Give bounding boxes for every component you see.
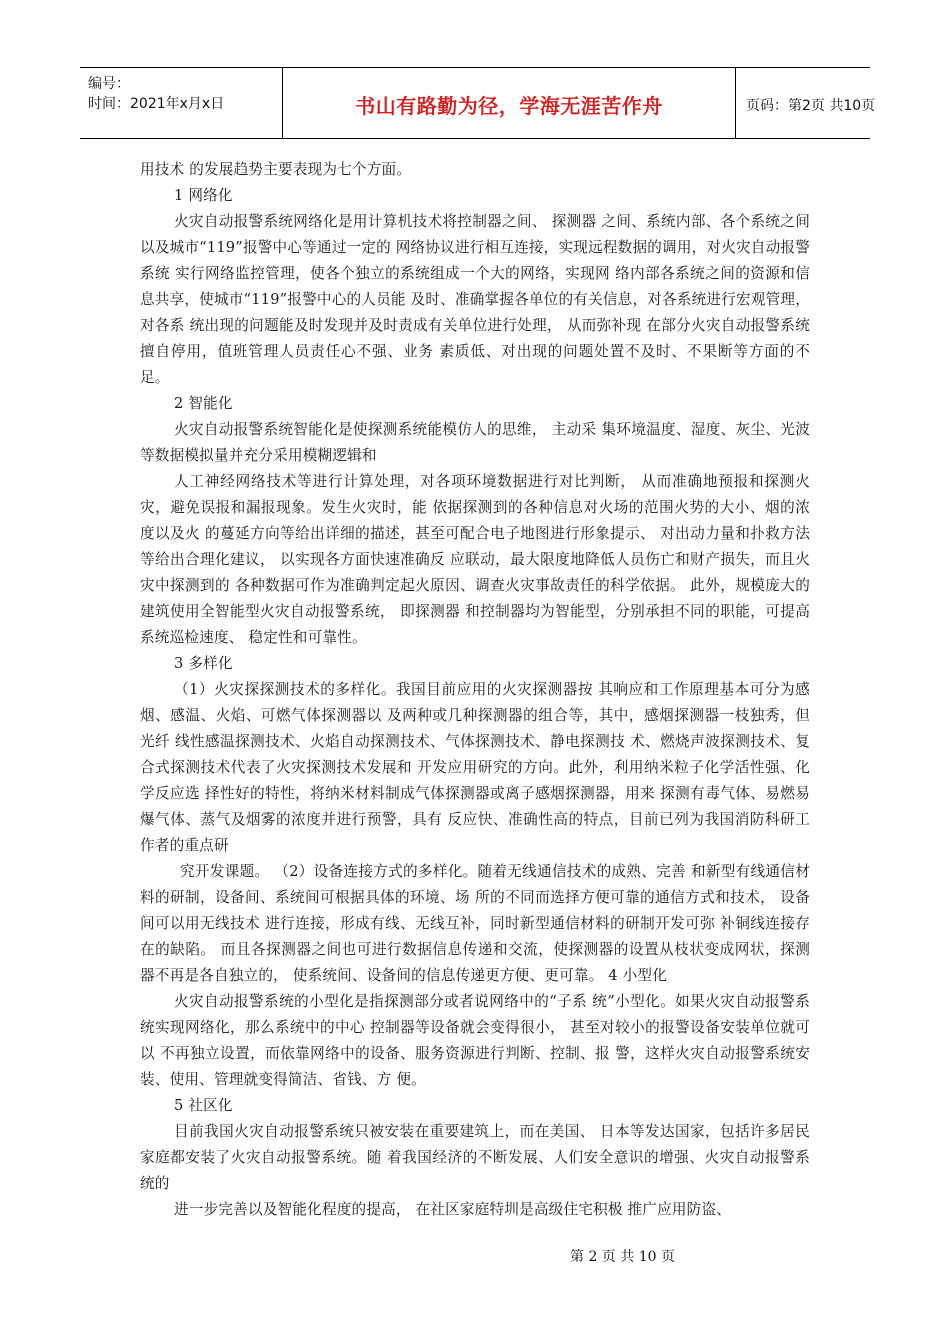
date-label: 时间：2021年x月x日: [88, 96, 225, 112]
section-heading-networking: 1 网络化: [174, 187, 233, 204]
motto-text: 书山有路勤为径，学海无涯苦作舟: [355, 94, 663, 118]
paragraph-diversified-2: 究开发课题。 （2）设备连接方式的多样化。随着无线通信技术的成熟、完善 和新型有线通信材料的研制，设备间、系统间可根据具体的环境、场 所的不同而选择方便可靠的通信方式和技术， 设备间可以用无线技术 进行连接，形成有线、无线互补，同时新型通信材料的研制开发可弥 补铜线连接存在的缺陷。 而且各探测器之间也可进行数据信息传递和交流，使探测器的设置从枝状变成网状，探测器不再是各自独立的， 使系统间、设备间的信息传递更方便、更可靠。 4 小型化: [140, 863, 810, 984]
document-body: [140, 157, 810, 1223]
section-heading-intelligent: 2 智能化: [174, 395, 233, 412]
paragraph-community-2: 进一步完善以及智能化程度的提高， 在社区家庭特圳是高级住宅积极 推广应用防盗、: [174, 1201, 732, 1218]
paragraph-intelligent-1: 火灾自动报警系统智能化是使探测系统能模仿人的思维， 主动采 集环境温度、湿度、灰尘、光波等数据模拟量并充分采用模糊逻辑和: [140, 421, 810, 464]
paragraph-intro: 用技术 的发展趋势主要表现为七个方面。: [140, 161, 412, 178]
header-table: [80, 67, 876, 139]
paragraph-intelligent-2: 人工神经网络技术等进行计算处理，对各项环境数据进行对比判断， 从而准确地预报和探测火灾，避免误报和漏报现象。发生火灾时，能 依据探测到的各种信息对火场的范围火势的大小、烟的浓度以及火 的蔓延方向等给出详细的描述，甚至可配合电子地图进行形象提示、 对出动力量和扑救方法等给出合理化建议， 以实现各方面快速准确反 应联动，最大限度地降低人员伤亡和财产损失，而且火灾中探测到的 各种数据可作为准确判定起火原因、调查火灾事故责任的科学依据。 此外，规模庞大的建筑使用全智能型火灾自动报警系统， 即探测器 和控制器均为智能型，分别承担不同的职能，可提高系统巡检速度、 稳定性和可靠性。: [140, 473, 810, 646]
section-heading-community: 5 社区化: [174, 1097, 233, 1114]
page-footer: 第 2 页 共 10 页: [570, 1249, 675, 1265]
section-heading-diversified: 3 多样化: [174, 655, 233, 672]
header-meta-cell: [80, 68, 283, 138]
serial-label: 编号：: [88, 76, 130, 92]
paragraph-miniaturized: 火灾自动报警系统的小型化是指探测部分或者说网络中的“子系 统”小型化。如果火灾自动报警系统实现网络化，那么系统中的中心 控制器等设备就会变得很小， 甚至对较小的报警设备安装单位就可以 不再独立设置，而依靠网络中的设备、服务资源进行判断、控制、报 警，这样火灾自动报警系统安装、使用、管理就变得简洁、省钱、方 便。: [140, 993, 810, 1088]
page-code: 页码：第2页 共10页: [746, 98, 876, 114]
paragraph-diversified-1: （1）火灾探探测技术的多样化。我国目前应用的火灾探测器按 其响应和工作原理基本可分为感烟、感温、火焰、可燃气体探测器以 及两种或几种探测器的组合等，其中，感烟探测器一枝独秀，但光纤 线性感温探测技术、火焰自动探测技术、气体探测技术、静电探测技 术、燃烧声波探测技术、复合式探测技术代表了火灾探测技术发展和 开发应用研究的方向。此外，利用纳米粒子化学活性强、化学反应选 择性好的特性，将纳米材料制成气体探测器或离子感烟探测器，用来 探测有毒气体、易燃易爆气体、蒸气及烟雾的浓度并进行预警，具有 反应快、准确性高的特点，目前已列为我国消防科研工作者的重点研: [140, 681, 810, 854]
header-motto-cell: [283, 68, 736, 138]
header-page-cell: [736, 68, 876, 138]
paragraph-networking: 火灾自动报警系统网络化是用计算机技术将控制器之间、 探测器 之间、系统内部、各个系统之间以及城市“119”报警中心等通过一定的 网络协议进行相互连接，实现远程数据的调用，对火灾自动报警系统 实行网络监控管理，使各个独立的系统组成一个大的网络，实现网 络内部各系统之间的资源和信息共享，使城市“119”报警中心的人员能 及时、准确掌握各单位的有关信息，对各系统进行宏观管理，对各系 统出现的问题能及时发现并及时责成有关单位进行处理， 从而弥补现 在部分火灾自动报警系统擅自停用，值班管理人员责任心不强、业务 素质低、对出现的问题处置不及时、不果断等方面的不足。: [140, 213, 810, 386]
paragraph-community-1: 目前我国火灾自动报警系统只被安装在重要建筑上，而在美国、 日本等发达国家，包括许多居民家庭都安装了火灾自动报警系统。随 着我国经济的不断发展、人们安全意识的增强、火灾自动报警系统的: [140, 1123, 810, 1192]
